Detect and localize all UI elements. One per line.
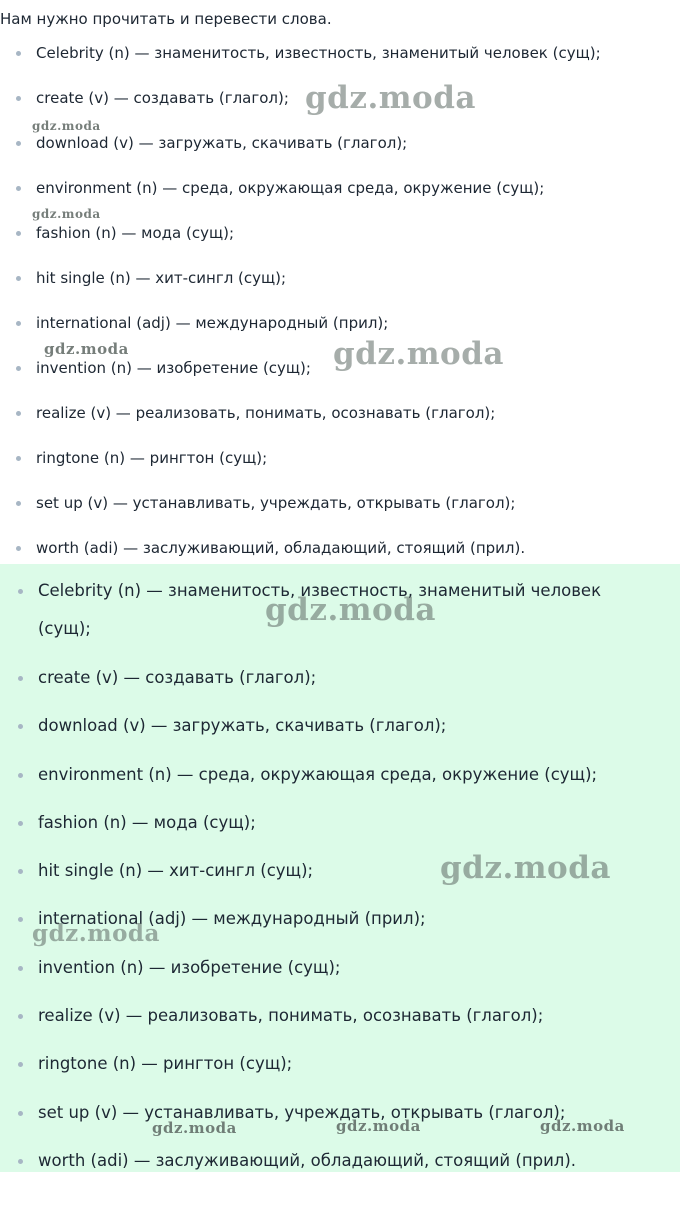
bullet-icon <box>16 456 21 461</box>
list-item-text: ringtone (n) — рингтон (сущ); <box>36 449 268 467</box>
bullet-icon <box>18 676 23 681</box>
bullet-icon <box>18 1014 23 1019</box>
bullet-icon <box>16 231 21 236</box>
bullet-icon <box>18 589 23 594</box>
watermark: gdz.moda <box>336 1117 421 1135</box>
list-item-text: environment (n) — среда, окружающая среда, окружение (сущ); <box>36 179 545 197</box>
bullet-icon <box>18 1111 23 1116</box>
list-item <box>0 659 680 707</box>
bullet-icon <box>16 366 21 371</box>
list-item-text: Celebrity (n) — знаменитость, известность, знаменитый человек (сущ); <box>36 44 601 62</box>
list-item <box>0 949 680 997</box>
list-item-text: download (v) — загружать, скачивать (глагол); <box>38 716 447 736</box>
list-item-text: environment (n) — среда, окружающая среда, окружение (сущ); <box>38 764 598 784</box>
list-item-text: Celebrity (n) — знаменитость, известность, знаменитый человек (сущ); <box>38 581 602 638</box>
list-item-text: hit single (n) — хит-сингл (сущ); <box>36 269 287 287</box>
list-item-text: fashion (n) — мода (сущ); <box>38 812 256 832</box>
list-item <box>0 264 680 309</box>
watermark: gdz.moda <box>32 207 101 221</box>
list-item-text: international (adj) — международный (прил); <box>38 909 426 929</box>
bullet-icon <box>16 546 21 551</box>
watermark: gdz.moda <box>265 592 436 628</box>
list-item <box>0 997 680 1045</box>
list-item-text: international (adj) — международный (прил); <box>36 314 389 332</box>
word-list-plain <box>0 39 680 579</box>
watermark: gdz.moda <box>333 336 504 372</box>
watermark: gdz.moda <box>44 340 129 358</box>
list-item-text: create (v) — создавать (глагол); <box>38 668 317 687</box>
list-item <box>0 489 680 534</box>
watermark: gdz.moda <box>540 1117 625 1135</box>
watermark: gdz.moda <box>32 920 160 947</box>
watermark: gdz.moda <box>152 1119 237 1137</box>
list-item-text: set up (v) — устанавливать, учреждать, открывать (глагол); <box>36 494 516 512</box>
list-item <box>0 129 680 174</box>
list-item <box>0 39 680 84</box>
list-item-text: ringtone (n) — рингтон (сущ); <box>38 1054 293 1074</box>
bullet-icon <box>18 821 23 826</box>
list-item <box>0 756 680 804</box>
bullet-icon <box>18 1062 23 1067</box>
list-item-text: hit single (n) — хит-сингл (сущ); <box>38 861 314 881</box>
watermark: gdz.moda <box>32 119 101 133</box>
watermark: gdz.moda <box>305 80 476 116</box>
list-item-text: fashion (n) — мода (сущ); <box>36 224 234 242</box>
list-item <box>0 219 680 264</box>
bullet-icon <box>16 51 21 56</box>
bullet-icon <box>18 724 23 729</box>
bullet-icon <box>16 321 21 326</box>
list-item-text: invention (n) — изобретение (сущ); <box>38 957 341 977</box>
bullet-icon <box>18 1159 23 1164</box>
bullet-icon <box>18 773 23 778</box>
bullet-icon <box>18 966 23 971</box>
list-item <box>0 444 680 489</box>
intro-text: Нам нужно прочитать и перевести слова. <box>0 10 332 28</box>
bullet-icon <box>16 96 21 101</box>
bullet-icon <box>16 186 21 191</box>
list-item-text: download (v) — загружать, скачивать (глагол); <box>36 134 408 152</box>
watermark: gdz.moda <box>440 850 611 886</box>
bullet-icon <box>16 141 21 146</box>
bullet-icon <box>18 917 23 922</box>
list-item <box>0 707 680 755</box>
list-item-text: realize (v) — реализовать, понимать, осознавать (глагол); <box>38 1006 544 1026</box>
list-item <box>0 804 680 852</box>
list-item <box>0 1045 680 1093</box>
list-item-text: set up (v) — устанавливать, учреждать, открывать (глагол); <box>38 1102 566 1122</box>
bullet-icon <box>16 411 21 416</box>
bullet-icon <box>16 501 21 506</box>
list-item <box>0 399 680 444</box>
list-item <box>0 174 680 219</box>
list-item-text: create (v) — создавать (глагол); <box>36 89 289 107</box>
list-item-text: worth (adi) — заслуживающий, обладающий, стоящий (прил). <box>38 1150 577 1170</box>
bullet-icon <box>18 869 23 874</box>
list-item-text: worth (adi) — заслуживающий, обладающий, стоящий (прил). <box>36 539 526 557</box>
bullet-icon <box>16 276 21 281</box>
list-item-text: realize (v) — реализовать, понимать, осознавать (глагол); <box>36 404 496 422</box>
list-item-text: invention (n) — изобретение (сущ); <box>36 359 311 377</box>
list-item <box>0 1142 680 1190</box>
